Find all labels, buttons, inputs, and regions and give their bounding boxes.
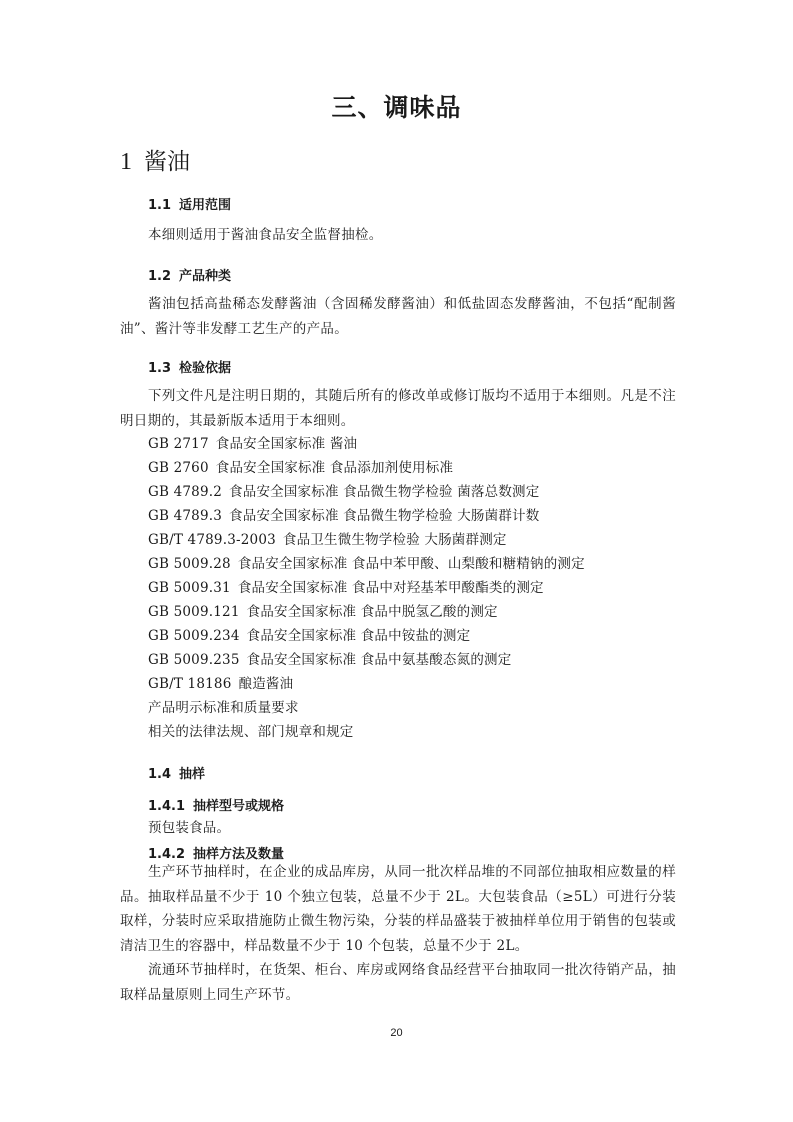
heading-1-4 — [148, 763, 205, 782]
standard-code: GB 2760 — [148, 460, 209, 476]
heading-number: 1.4.1 — [148, 799, 186, 814]
standard-item — [148, 674, 293, 694]
heading-number: 1.2 — [148, 269, 172, 284]
standard-code: GB 5009.121 — [148, 604, 240, 620]
standard-item — [148, 482, 539, 502]
heading-number: 1.3 — [148, 361, 172, 376]
paragraph-scope: 本细则适用于酱油食品安全监督抽检。 — [148, 227, 383, 243]
standard-name: 食品安全国家标准 食品微生物学检验 大肠菌群计数 — [229, 508, 540, 524]
standard-code: GB 5009.235 — [148, 652, 240, 668]
standard-code: GB 5009.31 — [148, 580, 231, 596]
section-number: 1 — [120, 149, 132, 175]
standard-item — [148, 554, 585, 574]
standard-code: GB 5009.28 — [148, 556, 231, 572]
standard-item — [148, 698, 299, 718]
standard-name: 食品安全国家标准 食品中对羟基苯甲酸酯类的测定 — [237, 580, 544, 596]
heading-label: 抽样方法及数量 — [193, 847, 285, 862]
standard-item — [148, 458, 453, 478]
standard-name: 食品安全国家标准 食品中脱氢乙酸的测定 — [246, 604, 498, 620]
heading-1-3 — [148, 357, 231, 376]
standard-code: GB 2717 — [148, 436, 209, 452]
heading-label: 抽样型号或规格 — [193, 799, 285, 814]
standard-code: GB/T 18186 — [148, 676, 232, 692]
paragraph-basis: 下列文件凡是注明日期的，其随后所有的修改单或修订版均不适用于本细则。凡是不注明日期的，其最新版本适用于本细则。 — [120, 388, 676, 429]
standard-name: 相关的法律法规、部门规章和规定 — [148, 724, 354, 740]
section-heading — [120, 143, 190, 176]
paragraph-product-types: 酱油包括高盐稀态发酵酱油（含固稀发酵酱油）和低盐固态发酵酱油，不包括“配制酱油”、酱汁等非发酵工艺生产的产品。 — [120, 296, 676, 337]
heading-label: 检验依据 — [179, 361, 232, 376]
standard-code: GB 4789.2 — [148, 484, 223, 500]
standard-name: 产品明示标准和质量要求 — [148, 700, 299, 716]
heading-1-2 — [148, 265, 231, 284]
heading-label: 产品种类 — [179, 269, 232, 284]
heading-1-4-1 — [148, 795, 284, 814]
standard-name: 食品安全国家标准 酱油 — [215, 436, 358, 452]
paragraph-production-sampling: 生产环节抽样时，在企业的成品库房，从同一批次样品堆的不同部位抽取相应数量的样品。抽取样品量不少于 10 个独立包装，总量不少于 2L。大包装食品（≥5L）可进行分装取样，分装时应采取措施防止微生物污染，分装的样品盛装于被抽样单位用于销售的包装或清洁卫生的容器中，样品数量不少于 10 个包装，总量不少于 2L。 — [120, 864, 676, 954]
standard-item — [148, 506, 539, 526]
standard-name: 食品安全国家标准 食品微生物学检验 菌落总数测定 — [229, 484, 540, 500]
standard-code: GB 4789.3 — [148, 508, 223, 524]
standard-name: 食品安全国家标准 食品中苯甲酸、山梨酸和糖精钠的测定 — [237, 556, 585, 572]
section-label: 酱油 — [144, 149, 190, 175]
standard-item — [148, 530, 507, 550]
heading-1-1 — [148, 194, 231, 213]
standard-item — [148, 626, 470, 646]
standard-name: 食品安全国家标准 食品中铵盐的测定 — [246, 628, 471, 644]
standard-item — [148, 578, 544, 598]
document-title: 三、调味品 — [331, 93, 462, 122]
paragraph-circulation-sampling: 流通环节抽样时，在货架、柜台、库房或网络食品经营平台抽取同一批次待销产品，抽取样品量原则上同生产环节。 — [120, 962, 676, 1003]
standard-name: 食品卫生微生物学检验 大肠菌群测定 — [282, 532, 507, 548]
heading-number: 1.1 — [148, 198, 172, 213]
heading-number: 1.4.2 — [148, 847, 186, 862]
standard-item — [148, 722, 354, 742]
standard-name: 酿造酱油 — [238, 676, 294, 692]
standard-item — [148, 602, 498, 622]
standard-code: GB/T 4789.3-2003 — [148, 532, 276, 548]
heading-label: 抽样 — [179, 767, 206, 782]
heading-number: 1.4 — [148, 767, 172, 782]
paragraph-sample-spec: 预包装食品。 — [148, 820, 231, 836]
heading-label: 适用范围 — [179, 198, 232, 213]
standard-name: 食品安全国家标准 食品添加剂使用标准 — [215, 460, 454, 476]
standard-item — [148, 434, 357, 454]
standard-item — [148, 650, 511, 670]
page-number: 20 — [390, 1027, 403, 1039]
standard-code: GB 5009.234 — [148, 628, 240, 644]
standard-name: 食品安全国家标准 食品中氨基酸态氮的测定 — [246, 652, 512, 668]
